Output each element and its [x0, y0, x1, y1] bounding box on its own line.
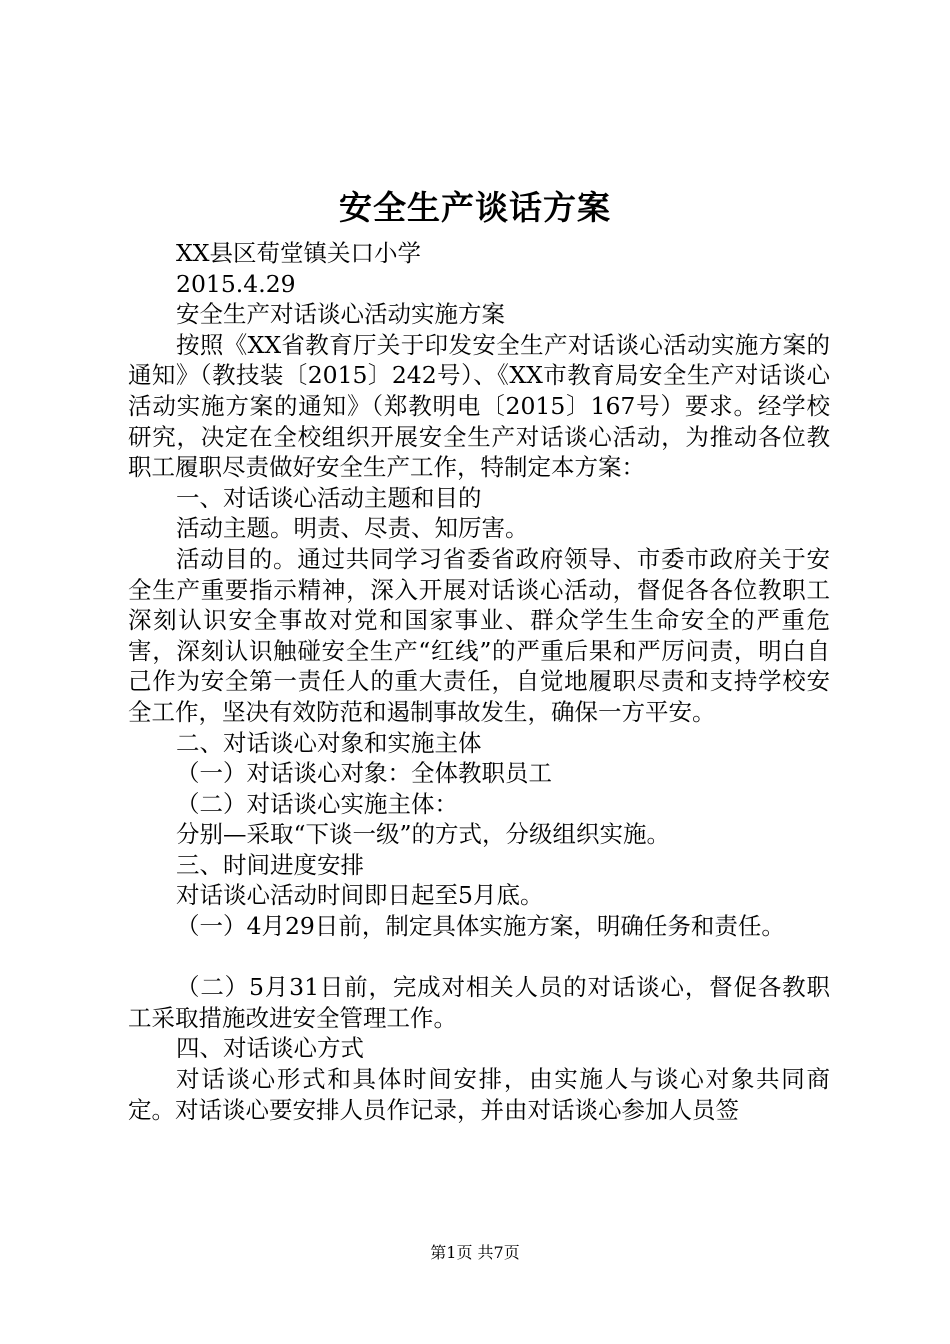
- document-body: [128, 238, 830, 1125]
- section-heading-3: 三、时间进度安排: [176, 850, 364, 879]
- paragraph-step-2: （二）5月31日前，完成对相关人员的对话谈心，督促各教职工采取措施改进安全管理工作。: [128, 973, 830, 1032]
- paragraph-theme: 活动主题。明责、尽责、知厉害。: [176, 514, 529, 543]
- section-heading-1: 一、对话谈心活动主题和目的: [176, 483, 482, 512]
- paragraph-purpose: 活动目的。通过共同学习省委省政府领导、市委市政府关于安全生产重要指示精神，深入开展对话谈心活动，督促各各位教职工深刻认识安全事故对党和国家事业、群众学生生命安全的严重危害，深刻认识触碰安全生产“红线”的严重后果和严厉问责，明白自己作为安全第一责任人的重大责任，自觉地履职尽责和支持学校安全工作，坚决有效防范和遏制事故发生，确保一方平安。: [128, 544, 830, 726]
- paragraph-intro: 按照《XX省教育厅关于印发安全生产对话谈心活动实施方案的通知》（教技装〔2015〕242号）、《XX市教育局安全生产对话谈心活动实施方案的通知》（郑教明电〔2015〕167号）要求。经学校研究，决定在全校组织开展安全生产对话谈心活动，为推动各位教职工履职尽责做好安全生产工作，特制定本方案：: [128, 330, 830, 482]
- plan-subtitle: 安全生产对话谈心活动实施方案: [176, 300, 505, 329]
- paragraph-step-1: （一）4月29日前，制定具体实施方案，明确任务和责任。: [176, 912, 785, 941]
- section-heading-4: 四、对话谈心方式: [176, 1034, 364, 1063]
- page-footer: 第1页 共7页: [430, 1243, 520, 1262]
- section-heading-2: 二、对话谈心对象和实施主体: [176, 728, 482, 757]
- school-name: XX县区荀堂镇关口小学: [176, 239, 421, 267]
- paragraph-period: 对话谈心活动时间即日起至5月底。: [176, 881, 544, 910]
- paragraph-subject: （二）对话谈心实施主体：: [176, 789, 458, 818]
- document-title: 安全生产谈话方案: [339, 188, 611, 227]
- document-date: 2015.4.29: [176, 269, 296, 298]
- paragraph-target: （一）对话谈心对象：全体教职员工: [176, 759, 552, 788]
- paragraph-format: 对话谈心形式和具体时间安排，由实施人与谈心对象共同商定。对话谈心要安排人员作记录，并由对话谈心参加人员签: [128, 1065, 830, 1124]
- paragraph-method: 分别—采取“下谈一级”的方式，分级组织实施。: [176, 820, 671, 849]
